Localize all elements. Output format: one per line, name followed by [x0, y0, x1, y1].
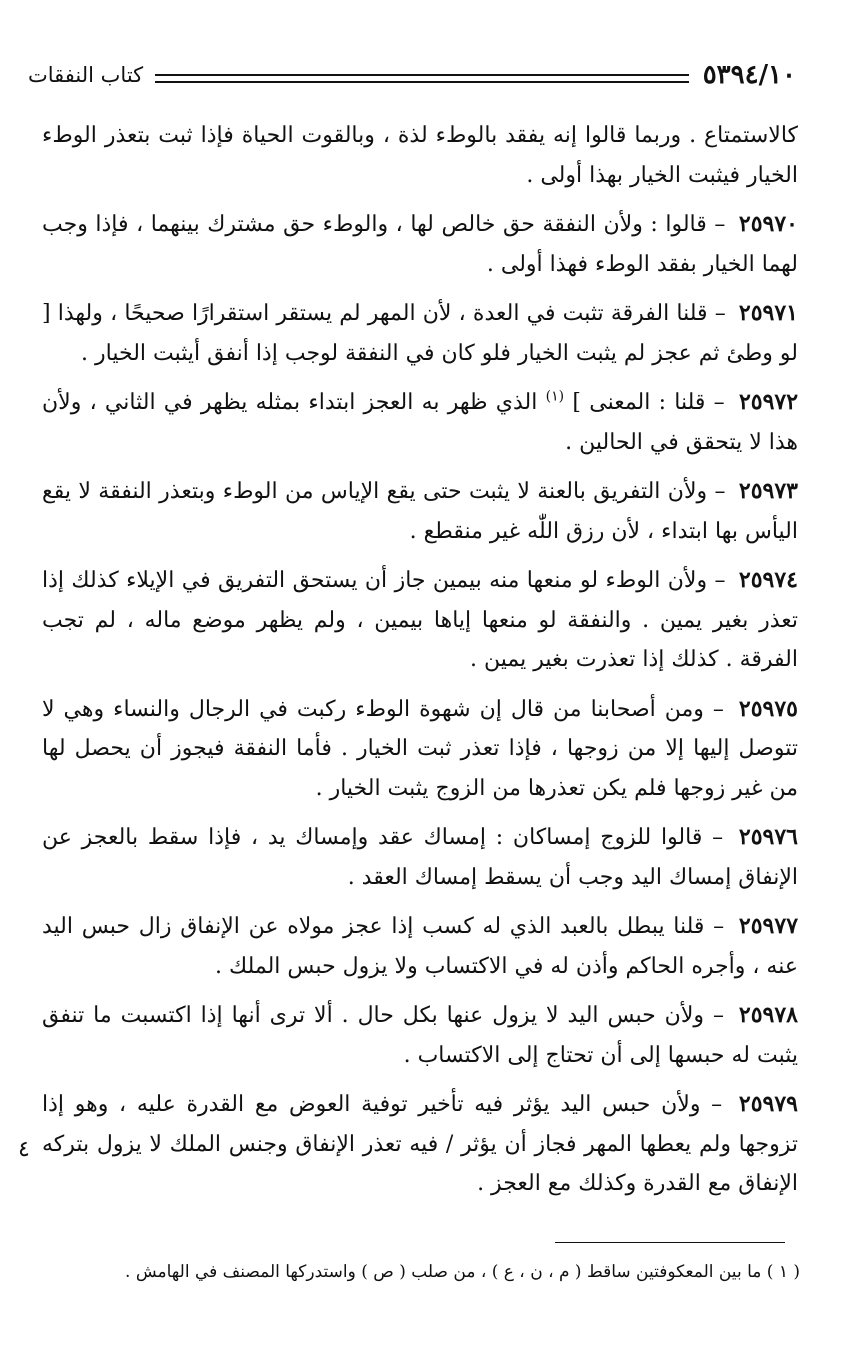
paragraph	[42, 116, 798, 195]
paragraph-number: ٢٥٩٧٨	[738, 1002, 798, 1028]
paragraph	[42, 818, 798, 897]
footnote-rule	[555, 1242, 785, 1243]
paragraph-number: ٢٥٩٧٩	[738, 1091, 798, 1117]
footnote-ref: (١)	[545, 388, 565, 405]
paragraph	[42, 996, 798, 1075]
footnote: ( ١ ) ما بين المعكوفتين ساقط ( م ، ن ، ع ) ، من صلب ( ص ) واستدركها المصنف في الهامش .	[125, 1262, 800, 1282]
paragraph-text: – قلنا يبطل بالعبد الذي له كسب إذا عجز مولاه عن الإنفاق زال حبس اليد عنه ، وأجره الحاكم وأذن له في الاكتساب ولا يزول حبس الملك .	[42, 914, 798, 979]
book-title: كتاب النفقات	[28, 63, 144, 87]
paragraph-text: كالاستمتاع . وربما قالوا إنه يفقد بالوطء لذة ، وبالقوت الحياة فإذا ثبت بتعذر الوطء الخيار فيثبت الخيار بهذا أولى .	[42, 123, 798, 188]
paragraph-text: – قلنا الفرقة تثبت في العدة ، لأن المهر لم يستقر استقرارًا صحيحًا ، ولهذا [ لو وطئ ثم عجز لم يثبت الخيار فلو كان في النفقة لوجب إذا أنفق أيثبت الخيار .	[42, 301, 798, 366]
paragraph-number: ٢٥٩٧٠	[738, 211, 798, 237]
page-number: ٥٣٩٤/١٠	[702, 60, 796, 90]
paragraph-text-continued: الذي ظهر به العجز ابتداء بمثله يظهر في الثاني ، ولأن هذا لا يتحقق في الحالين .	[42, 390, 798, 455]
header-rule	[155, 74, 689, 83]
paragraph	[42, 561, 798, 680]
paragraph	[42, 690, 798, 809]
paragraph-number: ٢٥٩٧١	[738, 300, 798, 326]
paragraph-text: – ومن أصحابنا من قال إن شهوة الوطء ركبت في الرجال والنساء وهي لا تتوصل إليها إلا من زوجها ، فإذا تعذر ثبت الخيار . فأما النفقة فيجوز أن يحصل لها من غير زوجها فلم يكن تعذرها من الزوج يثبت الخيار .	[42, 696, 798, 801]
paragraph-number: ٢٥٩٧٢	[738, 389, 799, 415]
paragraph-number: ٢٥٩٧٦	[738, 824, 798, 850]
paragraph	[42, 383, 798, 462]
paragraph-number: ٢٥٩٧٤	[738, 567, 798, 593]
paragraph-text: – ولأن التفريق بالعنة لا يثبت حتى يقع الإياس من الوطء وبتعذر النفقة لا يقع اليأس بها ابتداء ، لأن رزق اللّٰه غير منقطع .	[42, 479, 798, 544]
paragraph-number: ٢٥٩٧٧	[738, 913, 799, 939]
paragraph	[42, 294, 798, 373]
paragraph	[42, 1085, 798, 1204]
paragraph-text: – ولأن حبس اليد يؤثر فيه تأخير توفية العوض مع القدرة عليه ، وهو إذا تزوجها ولم يعطها المهر فجاز أن يؤثر / فيه تعذر الإنفاق وجنس الملك لا يزول بتركه الإنفاق مع القدرة وكذلك مع العجز .	[42, 1092, 798, 1196]
paragraph-text: – قالوا للزوج إمساكان : إمساك عقد وإمساك يد ، فإذا سقط بالعجز عن الإنفاق إمساك اليد وجب أن يسقط إمساك العقد .	[42, 825, 798, 890]
page-header	[28, 58, 796, 92]
paragraph-text: – قالوا : ولأن النفقة حق خالص لها ، والوطء حق مشترك بينهما ، فإذا وجب لهما الخيار بفقد الوطء فهذا أولى .	[42, 212, 798, 277]
paragraph	[42, 472, 798, 551]
paragraph	[42, 205, 798, 284]
margin-page-mark: ٤	[18, 1137, 30, 1162]
paragraph-text: – ولأن حبس اليد لا يزول عنها بكل حال . ألا ترى أنها إذا اكتسبت ما تنفق يثبت له حبسها إلى أن تحتاج إلى الاكتساب .	[42, 1003, 798, 1068]
paragraph-number: ٢٥٩٧٣	[738, 478, 798, 504]
paragraph-number: ٢٥٩٧٥	[738, 695, 798, 722]
paragraph	[42, 907, 798, 986]
paragraph-text: – ولأن الوطء لو منعها منه بيمين جاز أن يستحق التفريق في الإيلاء كذلك إذا تعذر بغير يمين . والنفقة لو منعها إياها بيمين ، ولم يظهر موضع ماله ، لم تجب الفرقة . كذلك إذا تعذرت بغير يمين .	[42, 568, 798, 672]
body-text	[42, 116, 798, 1214]
paragraph-text: – قلنا : المعنى ]	[572, 390, 725, 415]
